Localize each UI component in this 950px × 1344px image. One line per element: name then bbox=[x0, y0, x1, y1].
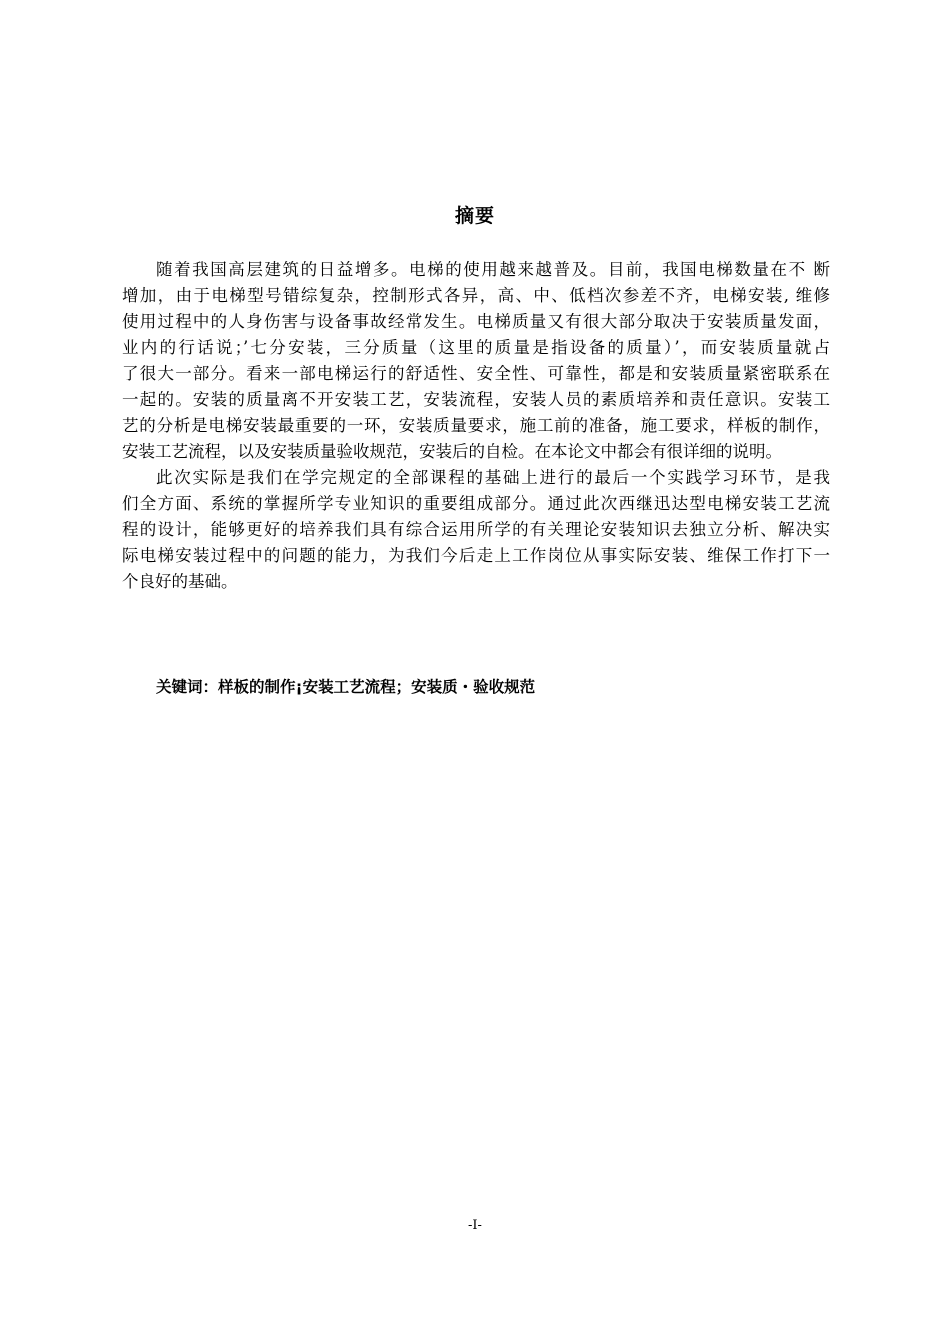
paragraph-1-line: 安装工艺流程，以及安装质量验收规范，安装后的自检。在本论文中都会有很详细的说明。 bbox=[122, 442, 782, 461]
paragraph-2-line: 个良好的基础。 bbox=[122, 572, 238, 591]
paragraph-1-line: 艺的分析是电梯安装最重要的一环，安装质量要求，施工前的准备，施工要求，样板的制作， bbox=[122, 416, 830, 435]
paragraph-1-line: 了很大一部分。看来一部电梯运行的舒适性、安全性、可靠性，都是和安装质量紧密联系在 bbox=[122, 364, 830, 383]
paragraph-1-line: 业内的行话说；’七分安装，三分质量（这里的质量是指设备的质量）’，而安装质量就占 bbox=[122, 338, 830, 357]
keywords-line: 关键词：样板的制作¡安装工艺流程；安装质・验收规范 bbox=[156, 678, 536, 696]
page-number: -I- bbox=[468, 1218, 482, 1233]
paragraph-2-line: 际电梯安装过程中的问题的能力，为我们今后走上工作岗位从事实际安装、维保工作打下一 bbox=[122, 546, 830, 565]
paragraph-1-line: 使用过程中的人身伤害与设备事故经常发生。电梯质量又有很大部分取决于安装质量发面， bbox=[122, 312, 830, 331]
paragraph-2-line: 程的设计，能够更好的培养我们具有综合运用所学的有关理论安装知识去独立分析、解决实 bbox=[122, 520, 830, 539]
paragraph-1-line: 一起的。安装的质量离不开安装工艺，安装流程，安装人员的素质培养和责任意识。安装工 bbox=[122, 390, 830, 409]
paragraph-1-line: 随着我国高层建筑的日益增多。电梯的使用越来越普及。目前，我国电梯数量在不 断 bbox=[156, 260, 830, 279]
paragraph-1-line: 增加，由于电梯型号错综复杂，控制形式各异，高、中、低档次参差不齐，电梯安装, 维修 bbox=[122, 286, 830, 305]
abstract-title: 摘要 bbox=[454, 205, 495, 227]
abstract-body bbox=[122, 257, 830, 595]
paragraph-2-line: 此次实际是我们在学完规定的全部课程的基础上进行的最后一个实践学习环节，是我 bbox=[156, 468, 830, 487]
paragraph-2-line: 们全方面、系统的掌握所学专业知识的重要组成部分。通过此次西继迅达型电梯安装工艺流 bbox=[122, 494, 830, 513]
